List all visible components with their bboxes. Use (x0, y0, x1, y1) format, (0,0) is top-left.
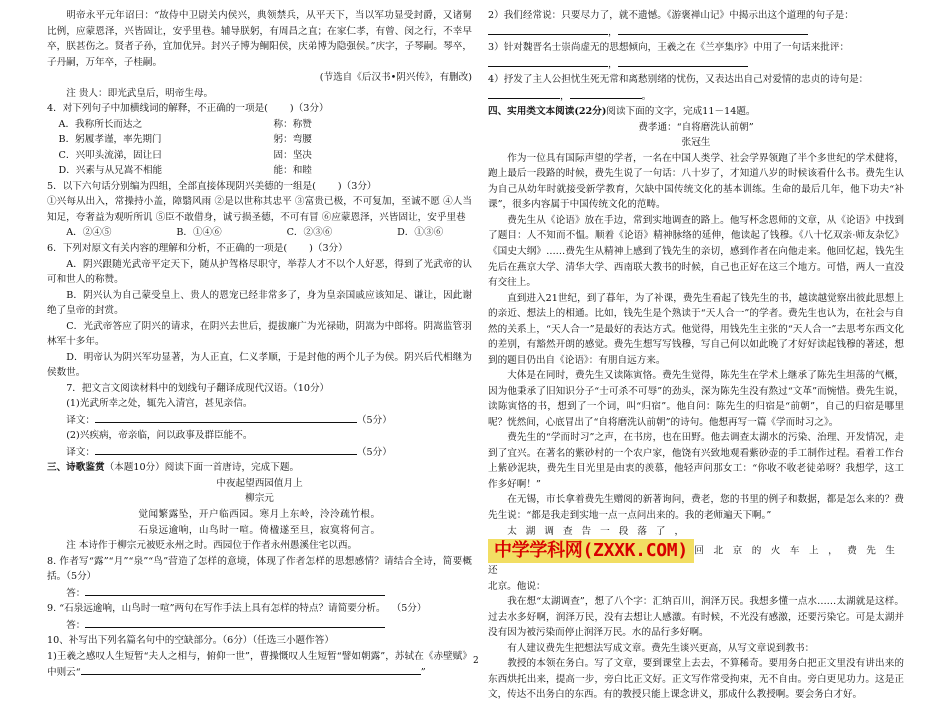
option-gloss: 称：称赞 (273, 118, 312, 130)
question-6-stem: 6．下列对原文有关内容的理解和分析，不正确的一项是( (47, 242, 288, 254)
question-6-score: )（3分） (309, 242, 348, 254)
article-author: 张冠生 (681, 137, 711, 149)
article-paragraph: 大体是在同时，费先生又读陈寅恪。费先生觉得，陈先生在学术上继承了陈先生坦荡的气概，因为他秉承了旧知识分子“士可杀不可辱”的劲头，深为陈先生没有熬过“文革”而惋惜。费先生说，读陈寅恪的书，想到了一个词，叫“归宿”。他自问：陈先生的归宿是“前朝”，自己的归宿是哪里呢？恍然间，心底冒出了“自将磨洗认前朝”的诗句。他想再写一篇《学而时习之》。 (488, 370, 904, 428)
question-7-answer-2 (47, 444, 472, 461)
answer-score: （5分） (356, 446, 392, 458)
question-9-answer (47, 617, 472, 634)
passage-source: (节选自《后汉书•阴兴传》，有删改) (319, 72, 472, 84)
section-4-instruction: 阅读下面的文字，完成11－14题。 (606, 106, 756, 118)
article-paragraph-taihu (488, 524, 904, 540)
question-8-stem: 8. 作者写“露”“月”“泉”“鸟”营造了怎样的意境，体现了作者怎样的思想感情？请结合全诗，简要概括。（5分） (47, 555, 472, 583)
answer-blank[interactable] (85, 585, 385, 596)
poem-title: 中夜起望西园值月上 (216, 477, 303, 489)
left-column (47, 8, 472, 681)
item-close-quote: ” (420, 667, 426, 679)
option-text: D．兴素与从兄嵩不相能 (58, 165, 163, 177)
answer-blank[interactable] (570, 88, 642, 99)
option-gloss: 能：和睦 (273, 165, 312, 177)
question-10-item-2 (488, 8, 904, 24)
option-text: C．兴叩头流涕，固让曰 (58, 149, 162, 161)
answer-label: 译文： (66, 446, 95, 458)
question-4-option-c (47, 148, 472, 164)
question-9-score: （5分） (391, 603, 427, 615)
answer-blank[interactable] (85, 617, 385, 628)
article-paragraph-taihu-end (488, 579, 904, 595)
question-7-sentence-1: (1)光武所幸之处，辄先入清宫，甚见亲信。 (66, 398, 253, 410)
answer-score: （5分） (356, 414, 392, 426)
answer-label: 答： (66, 619, 86, 631)
answer-blank[interactable] (618, 24, 808, 35)
question-6-option-a: A．阴兴跟随光武帝平定天下，随从护驾格尽职守，举荐人才不以个人好恶，得到了光武帝的认可和世人的称赞。 (47, 258, 472, 286)
choice-c: C．②③⑥ (286, 227, 333, 239)
question-6-option-b: B．阴兴认为自己蒙受皇上、贵人的恩宠已经非常多了，身为皇亲国戚应该知足、谦让，因此谢绝了皇帝的封赏。 (47, 289, 472, 317)
watermark-banner: 中学学科网(ZXXK.COM) (488, 539, 694, 563)
question-6-option-d: D．明帝认为阴兴军功显著，为人正直，仁义孝顺，于是封他的两个儿子为侯。阴兴后代相继为侯数世。 (47, 351, 472, 379)
taihu-text-right: 回北京的火车上，费先生还 (488, 545, 904, 577)
question-4-stem: 4．对下列句子中加横线词的解释，不正确的一项是( (47, 103, 268, 115)
taihu-text-left: 太湖调查告一段落了， (507, 525, 694, 537)
question-9 (47, 601, 472, 617)
question-7-stem: 7．把文言文阅读材料中的划线句子翻译成现代汉语。（10分） (66, 382, 330, 394)
question-10-item-3-blanks: ， (488, 56, 904, 73)
option-text: B．躬履孝谨，率先期门 (58, 134, 162, 146)
choice-a: A．②④⑤ (66, 227, 112, 239)
question-4-option-d (47, 163, 472, 179)
question-5 (47, 179, 472, 195)
question-10-item-4-blanks: ， 。 (488, 88, 904, 105)
question-10-item-3: 3）针对魏晋名士崇尚虚无的思想倾向，王羲之在《兰亭集序》中用了一句话来批评： (488, 42, 850, 54)
question-10-stem: 10、补写出下列名篇名句中的空缺部分。（6分）（任选三小题作答） (47, 635, 334, 647)
question-5-score: )（3分） (337, 180, 377, 192)
answer-blank[interactable] (618, 56, 748, 67)
answer-blank[interactable] (81, 664, 421, 675)
question-9-stem: 9. “石泉远逾响，山鸟时一喧”两句在写作手法上具有怎样的特点？请简要分析。 (47, 603, 386, 615)
question-6-option-c: C．光武帝答应了阴兴的请求，在阴兴去世后，提拔廉广为光禄勋，阴嵩为中郎将。阴嵩监管羽林军十多年。 (47, 320, 472, 348)
question-7-answer-1 (47, 412, 472, 429)
right-column (488, 8, 904, 703)
taihu-text-end: 北京。他说： (488, 580, 546, 592)
article-paragraph: 我在想“太湖调查”，想了八个字：汇纳百川，润泽万民。我想多懂一点水……太湖就是这样。过去水多好啊，润泽万民，没有去想让人感激。有时候，不光没有感激，还要污染它。可是太湖并没有因为被污染而停止润泽万民。水的品行多好啊。 (488, 596, 904, 639)
question-4-option-a (47, 117, 472, 133)
section-4-heading (488, 104, 904, 120)
answer-label: 答： (66, 587, 86, 599)
poem-author: 柳宗元 (245, 493, 274, 505)
question-5-body: ①兴每从出入，常操持小盖，障翳风雨 ②是以世称其忠平 ③富贵已极，不可复加，至诚不愿 ④人当知足，夸奢益为观听所讥 ⑤臣不敢借身，诚亏损圣德，不可有冒 ⑥应蒙恩泽，兴皆固让，安乎里巷 (47, 196, 472, 223)
answer-blank[interactable] (95, 444, 357, 455)
option-gloss: 固：坚决 (273, 149, 312, 161)
article-paragraph: 有人建议费先生把想法写成文章。费先生谈兴更高，从写文章说到教书： (507, 642, 815, 654)
item-text: 1)王羲之感叹人生短暂“夫人之相与，俯仰一世”，曹操慨叹人生短暂“譬如朝露”，苏轼在《赤壁赋》中则云“ (47, 650, 472, 679)
choice-b: B．①④⑥ (176, 227, 222, 239)
question-10-item-4: 4）抒发了主人公担忧生死无常和离愁别绪的忧伤，又表达出自己对爱情的忠贞的诗句是： (488, 74, 869, 86)
article-paragraph: 作为一位具有国际声望的学者，一名在中国人类学、社会学界领跑了半个多世纪的学术健将，跑上最后一段路的时候，费先生说了一句话：八十岁了，才知道八岁的时候该看什么书。费先生认为自己从幼年时就接受新学教育，欠缺中国传统文化的基本训练。生命的最后几年，他下功夫“补课”，很多内容属于中国传统文化的范畴。 (488, 152, 904, 211)
article-paragraph: 教授的本领在务白。写了文章，要到课堂上去去，不算稀奇。要用务白把正文里没有讲出来的东西烘托出来，提高一步，旁白比正文好。正文写作常受拘束，无不自由。旁白更见功力。这是正文，传达不出务白的东西。有的教授只能上课念讲义，那成什么教授啊。要会务白才好。 (488, 658, 904, 701)
poem-note: 注 本诗作于柳宗元被贬永州之时。西园位于作者永州愚溪住宅以西。 (66, 540, 358, 552)
article-paragraph: 在无锡，市长拿着费先生赠阅的新著询问，费老，您的书里的例子和数据，都是怎么来的？费先生说：“都是我走到实地一点一点问出来的。我的老师遍天下啊。” (488, 494, 904, 521)
question-4-option-b (47, 132, 472, 148)
question-6 (47, 241, 472, 257)
answer-blank[interactable] (95, 412, 357, 423)
answer-blank[interactable] (488, 88, 560, 99)
article-paragraph: 费先生的“学而时习”之声，在书房，也在田野。他去调查太湖水的污染、治理、开发情况，走到了宜兴。在著名的紫砂村的一个农户家，他饶有兴致地观看紫砂壶的手工制作过程。看着工作台上紫砂泥块，费先生目光里是由衷的羡慕，他轻声问那女工：“你收不收老徒弟呀？我想学，这工作多好啊！” (488, 432, 904, 490)
question-5-stem: 5．以下六句话分别编为四组，全部直接体现阴兴美德的一组是( (47, 180, 316, 192)
article-paragraph: 直到进入21世纪，到了暮年，为了补课，费先生看起了钱先生的书，越读越觉察出彼此思想上的亲近、想法上的相通。比如，钱先生是个熟读于“天人合一”的学者。费先生也认为，在社会与自然的关系上，“天人合一”是最好的表达方式。他觉得，用钱先生主张的“天人合一”去思考东西文化的差别，有豁然开朗的感觉。费先生想写写钱穆，写自己何以如此晚了才好好读起钱穆的著述，想到的题目仍出自《论语》：有朋自远方来。 (488, 292, 904, 366)
option-text: A．我称所长而达之 (58, 118, 143, 130)
question-7-sentence-2: (2)兴疾病，帝亲临，问以政事及群臣能不。 (66, 430, 253, 442)
section-4-title: 四、实用类文本阅读(22分) (488, 106, 607, 118)
option-gloss: 躬：弯腰 (273, 134, 312, 146)
answer-label: 译文： (66, 414, 95, 426)
poem-line-1: 觉闻繁露坠，开户临西园。寒月上东岭，泠泠疏竹根。 (138, 509, 381, 520)
poem-line-2: 石泉远逾响，山鸟时一喧。倚楹遂至旦，寂寞将何言。 (138, 524, 381, 536)
item-text: 2）我们经常说：只要尽力了，就不遗憾。《游褒禅山记》中揭示出这个道理的句子是： (488, 10, 854, 21)
question-4-score: )（3分） (289, 103, 329, 115)
item-period: 。 (641, 90, 652, 102)
article-paragraph-taihu-line (488, 539, 904, 579)
question-10-item-2-blanks: ， (488, 24, 904, 41)
article-title: 费孝通：“自将磨洗认前朝” (638, 121, 754, 133)
section-3-instruction: （本题10分）阅读下面一首唐诗，完成下题。 (104, 462, 300, 474)
question-10-item-1 (47, 649, 472, 681)
choice-d: D．①③⑥ (397, 227, 444, 239)
section-3-heading (47, 460, 472, 476)
article-paragraph: 费先生从《论语》放在手边，常到实地调查的路上。他写杯念恩师的文章，从《论语》中找到了题目：人不知而不愠。顺着《论语》精神脉络的延伸，他读起了钱穆。《八十忆双亲·师友杂忆》《国史大纲》……费先生从精神上感到了钱先生的亲切，感到作者在向他走来。他回忆起，钱先生先后在燕京大学、清华大学、西南联大教书的时候，自己也正好在这三个地方。可惜，两人一直没有交往上。 (488, 214, 904, 289)
question-4 (47, 101, 472, 117)
answer-blank[interactable] (488, 24, 608, 35)
passage-paragraph: 明帝永平元年诏曰：“故侍中卫尉关内侯兴，典领禁兵，从平天下，当以军功显受封爵，又诸舅比例，应蒙恩泽，兴皆固让，安乎里巷。辅导朕躬，有周昌之直；在家仁孝，有曾、闵之行，不幸早卒，朕甚伤之。贤者子孙，宜加优异。封兴子博为鲖阳侯，庆弟博为隐强侯。”庆字，子琴嗣。琴卒，子丹嗣，万年卒，子桂嗣。 (47, 10, 472, 68)
question-5-choices (47, 225, 472, 241)
page-number: 2 (473, 656, 479, 666)
question-8-answer (47, 585, 472, 602)
section-3-title: 三、诗歌鉴赏 (47, 462, 105, 474)
answer-blank[interactable] (488, 56, 608, 67)
passage-note: 注 贵人：即光武皇后，明帝生母。 (66, 87, 214, 99)
